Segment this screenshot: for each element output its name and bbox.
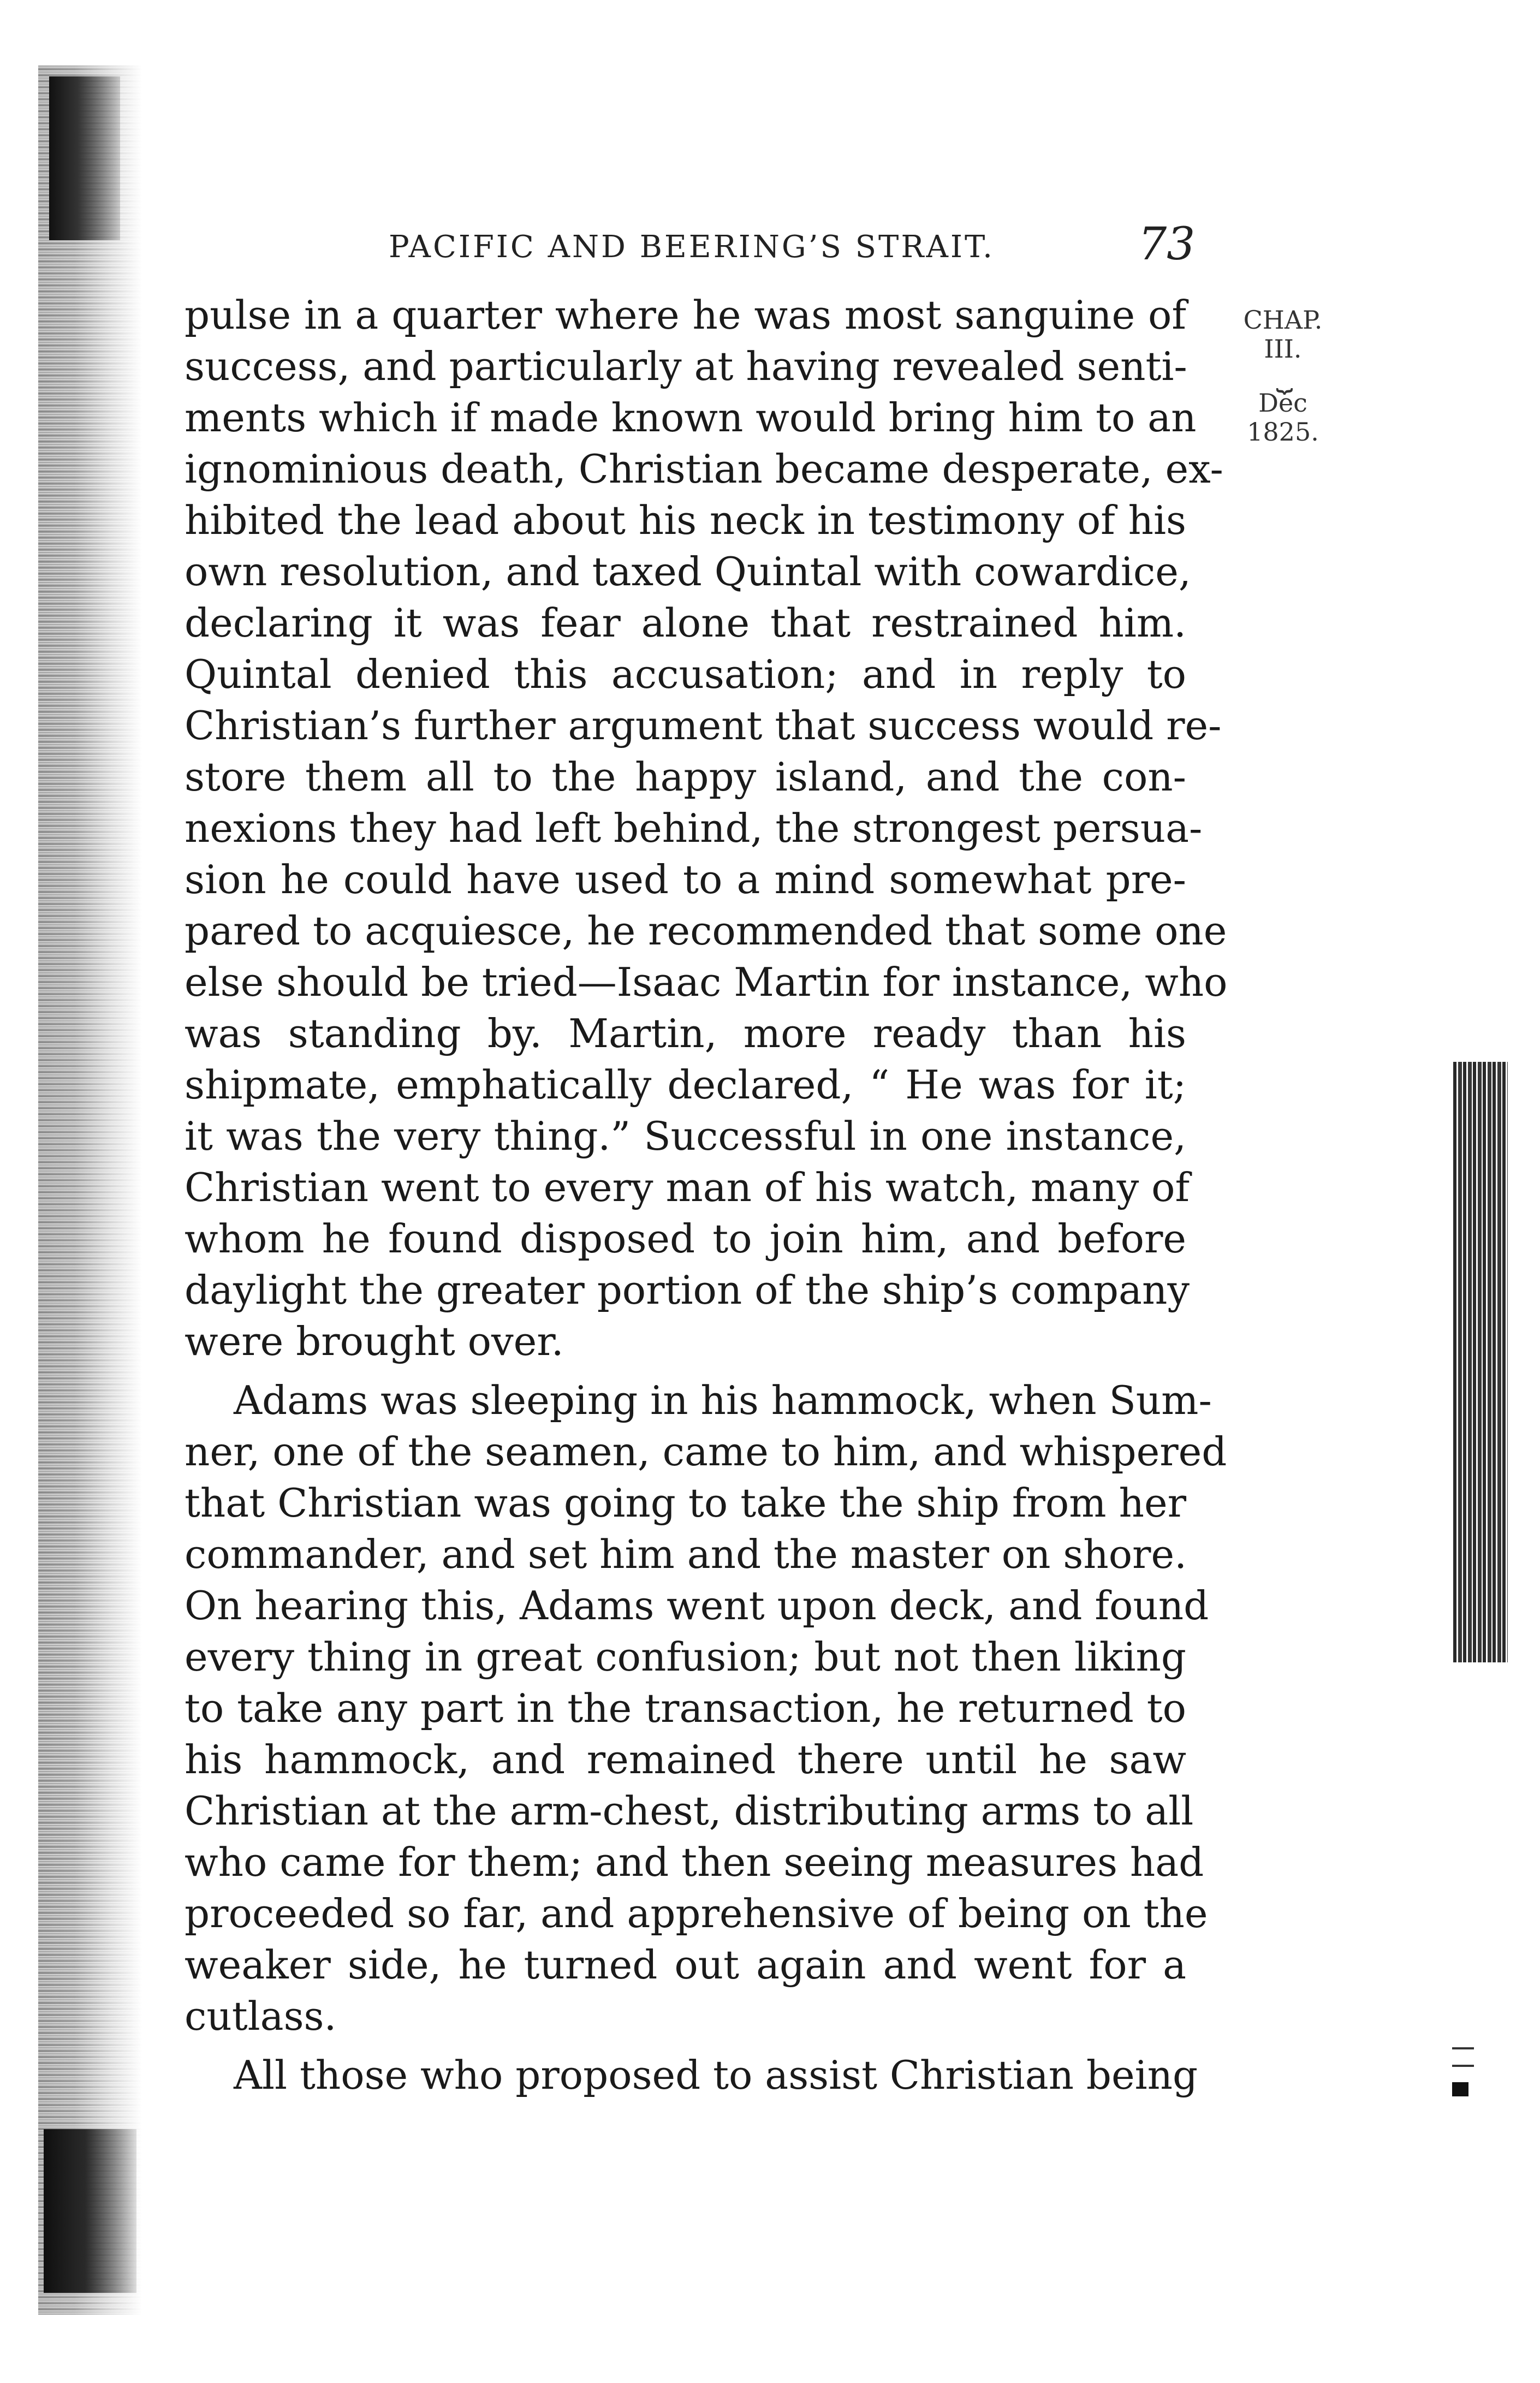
text-line: success, and particularly at having revealed senti- [185,343,1187,389]
text-line: ignominious death, Christian became desperate, ex- [185,446,1223,492]
text-line: that Christian was going to take the ship from her [185,1480,1186,1526]
text-line: Adams was sleeping in his hammock, when Sum- [234,1377,1212,1423]
text-line: to take any part in the transaction, he returned to [185,1685,1186,1731]
text-line: ner, one of the seamen, came to him, and whispered [185,1429,1227,1475]
margin-chapter-number: III. [1264,334,1302,364]
text-line: it was the very thing.” Successful in one instance, [185,1113,1186,1159]
margin-note [1228,306,1337,447]
text-line: weaker side, he turned out again and went for a [185,1942,1186,1988]
gutter-shadow-bottom [44,2129,136,2293]
text-line: nexions they had left behind, the strongest persua- [185,805,1203,851]
edge-bleed-marks [1453,1062,1508,1662]
text-line: Christian at the arm-chest, distributing arms to all [185,1788,1194,1834]
margin-year: 1825. [1247,417,1319,447]
text-line: his hammock, and remained there until he saw [185,1737,1186,1782]
margin-brace: ⏟ [1276,360,1290,393]
text-line: On hearing this, Adams went upon deck, and found [185,1583,1209,1629]
text-line: sion he could have used to a mind somewhat pre- [185,857,1186,902]
text-line: was standing by. Martin, more ready than his [185,1011,1186,1056]
body-text [185,289,1228,2101]
text-line: every thing in great confusion; but not then liking [185,1634,1186,1680]
text-line: cutlass. [185,1993,337,2039]
text-line: whom he found disposed to join him, and before [185,1216,1186,1262]
text-line: who came for them; and then seeing measures had [185,1839,1204,1885]
text-line: declaring it was fear alone that restrained him. [185,600,1186,646]
text-line: pared to acquiesce, he recommended that some one [185,908,1227,954]
gutter-shadow-top [49,76,120,240]
text-line: store them all to the happy island, and the con- [185,754,1186,800]
page-number: 73 [1138,218,1196,270]
text-line: own resolution, and taxed Quintal with cowardice, [185,549,1191,595]
margin-chapter: CHAP. [1243,305,1323,335]
gutter-shadow [38,66,142,2315]
text-line: Christian went to every man of his watch, many of [185,1164,1190,1210]
edge-tick-marks [1452,2047,1479,2146]
text-line: commander, and set him and the master on shore. [185,1531,1187,1577]
text-line: pulse in a quarter where he was most sanguine of [185,292,1186,338]
text-line: daylight the greater portion of the ship’s company [185,1267,1190,1313]
text-line: proceeded so far, and apprehensive of being on the [185,1891,1208,1936]
text-line: ments which if made known would bring him to an [185,395,1197,441]
margin-month: Dec [1258,388,1307,418]
text-line: hibited the lead about his neck in testimony of his [185,497,1186,543]
text-line: else should be tried—Isaac Martin for instance, who [185,959,1228,1005]
text-line: Quintal denied this accusation; and in reply to [185,651,1186,697]
text-line: were brought over. [185,1318,564,1364]
text-line: Christian’s further argument that success would re- [185,703,1222,748]
text-line: shipmate, emphatically declared, “ He was for it; [185,1062,1186,1108]
running-header: PACIFIC AND BEERING’S STRAIT. [389,229,995,265]
text-line: All those who proposed to assist Christian being [234,2052,1198,2098]
